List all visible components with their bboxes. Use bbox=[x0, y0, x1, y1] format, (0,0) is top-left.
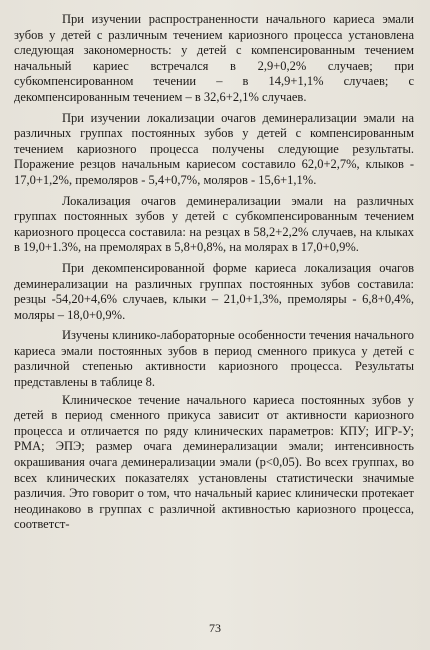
body-text bbox=[14, 12, 414, 533]
paragraph-4: При декомпенсированной форме кариеса локализация очагов деминерализации на различных группах постоянных зубов составила: резцы -54,20+4,6% случаев, клыки – 21,0+1,3%, премоляры - 6,8+0,4%, моляры – 18,0+0,9%. bbox=[14, 260, 414, 322]
paragraph-6: Клиническое течение начального кариеса постоянных зубов у детей в период сменного прикуса зависит от активности кариозного процесса и отличается по ряду клинических параметров: КПУ; ИГР-У; РМА; ЭПЭ; размер очага деминерализации эмали; интенсивность окрашивания очага деминерализации эмали (p<0,05). Во всех группах, во всех клинических показателях установлены статистически значимые различия. Это говорит о том, что начальный кариес клинически протекает неодинаково в группах с различной активностью кариозного процесса, соответст- bbox=[14, 392, 414, 532]
paragraph-5: Изучены клинико-лабораторные особенности течения начального кариеса эмали постоянных зубов в период сменного прикуса у детей с различной степенью активности кариозного процесса. Результаты представлены в таблице 8. bbox=[14, 328, 414, 390]
paragraph-3: Локализация очагов деминерализации эмали на различных группах постоянных зубов у детей с субкомпенсированным течением кариозного процесса составила: на резцах в 58,2+2,2% случаев, на клыках в 19,0+1.3%, на премолярах в 5,8+0,8%, на молярах в 17,0+0,9%. bbox=[14, 193, 414, 255]
page-number: 73 bbox=[209, 621, 221, 635]
paragraph-1: При изучении распространенности начального кариеса эмали зубов у детей с различным течением кариозного процесса установлена следующая закономерность: у детей с компенсированным течением начальный кариес встречался в 2,9+0,2% случаев; при субкомпенсированном течении – в 14,9+1,1% случаев; с декомпенсированным течением – в 32,6+2,1% случаев. bbox=[14, 12, 414, 104]
paragraph-2: При изучении локализации очагов деминерализации эмали на различных группах постоянных зубов у детей с компенсированным течением кариозного процесса получены следующие результаты. Поражение резцов начальным кариесом составило 62,0+2,7%, клыков - 17,0+1,2%, премоляров - 5,4+0,7%, моляров - 15,6+1,1%. bbox=[14, 110, 414, 187]
